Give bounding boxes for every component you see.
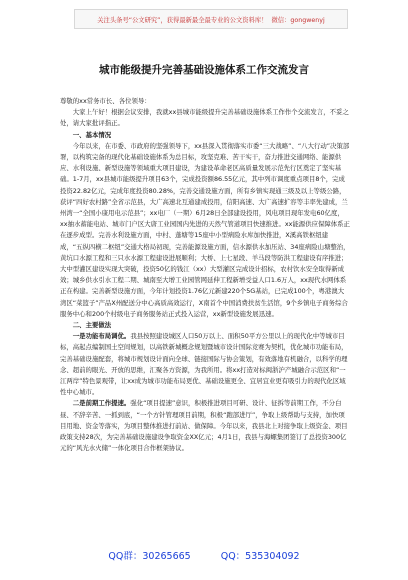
banner-wechat-link[interactable]: 微信：gongwenyj — [271, 16, 325, 24]
footer-qq: QQ：535304092 — [220, 551, 300, 562]
paragraph-early-work-text: 强化“项目提速”意识，积极推进项目可研、设计、征拆等前期工作，不分白昼、不辞辛苦、一抓到底，“一个方针管理项目前期，积极“跑部进厅”，争取上级帮助与支持，加快项目用地、资金等落实，为项目整体推进打前站、做保障。今年以来，我县北上对接争取上级资金、项目政策支持28次，为完善基础设施建设争取资金XX亿元；4月1日，我县与海螺集团签订了总投资300亿元的“风光水火储”一体化项目合作框架协议。 — [60, 399, 348, 453]
banner-text: 关注头条号“公文研究”，获得最新最全最专业的公文资料库！ — [97, 16, 268, 24]
section-heading-1: 一、基本情况 — [72, 130, 112, 139]
paragraph-intro: 大家上午好！根据会议安排，我就xx县城市能级提升完善基础设施体系工作作个交流发言，不妥之处，请大家批评指正。 — [60, 108, 349, 128]
document-body — [60, 96, 350, 455]
promo-banner[interactable] — [74, 9, 348, 29]
footer-contacts — [0, 548, 408, 562]
sub-heading-2: 二是前期工作提速。 — [72, 399, 131, 408]
paragraph-basic-situation: 今年以来，在市委、市政府的坚强领导下，xx县深入贯彻落实市委“三大战略”、“八大行动”决策部署，以构筑完备的现代化基础设施体系为总目标，攻坚克难、苦干实干，奋力推进交通网络、能源供应、水利设施、新型设施等领域重大项目建设，为建设革命老区高质量发展示范先行区奠定了坚实基础。1-7月，xx县城市能级提升项目63个，完成投资额86.55亿元，其中列市调度重点项目8个，完成投资22.82亿元，完成年度投资80.28%，完善交通设施方面，所有乡镇实现通三级及以上等级公路，获评“四好农村路”全省示范县，大广高速北互通建成投用，信阳高速、大广高速扩容等丰率先建成，兰州湾一“全国小康用电示范县”；xx电厂（一期）6月28日全部建设投用，风电项目现年发电60亿度，xx抽水蓄能电站、城市门户区大唐工业园国内先进的天然气管道项目快速推进。xx能源供应保障体系正在逐步成型。完善水利设施方面，中村、蓬塘等15座中小型病险水库加快推进，X溪高铁枢纽建成，“五纵四横二枢纽”交通大格局初现，完善能源设施方面，信水源供水加压站、34座病险山塘整治，黄坑口水源工程和三只水水源工程建设进展顺利；大桥、上七星段、羊马段等防洪工程建设有序推进；大中型灌区建设实现大突破，投资50亿的钱江（xx）大型灌区完成设计招标，农村饮水安全取得新成效；城乡供水引水工程二期、城南至大增工业园管网延伸工程新增受益人口1.6万人，xx现代水网体系正在构建。完善新型设施方面，今年计划投资1.76亿元新建220个5G基站，已完成100个，粤港澳大湾区“菜篮子”产品X州配送分中心高质高效运行，X南首个中国消费扶贫生活馆，9个乡镇电子商务综合服务中心和200个村级电子商务服务站正式投入运营，xx新型设施发展迅速。 — [60, 141, 350, 318]
section-heading-2: 二、主要做法 — [72, 321, 112, 330]
paragraph-layout-text: 我县按照建设城区人口50万以上、面积50平方公里以上的现代化中等城市目标，高起点编制国土空间规划，以高铁新城概念规划暨城市设计国际竞赛为契机，优化城市功能布局，完善基础设施配套，将城市规划设计面向全球、链接国际与协会策划，有效落地有机融合，以科学的理念、超前的眼光、开放的思维，汇聚各方资源，为我所用。将xx打造对标闽浙沪产城融合示范区和“一江两岸”特色景观带，让xx成为城市功能布局更优、基础设施更全、宜居宜业更有吸引力的现代化区域性中心城市。 — [60, 332, 348, 397]
paragraph-layout — [60, 331, 350, 398]
document-title: 城市能级提升完善基础设施体系工作交流发言 — [99, 64, 309, 76]
footer-qq-group: QQ群：30265665 — [108, 551, 191, 562]
paragraph-early-work — [60, 398, 350, 454]
greeting: 尊敬的xx常务市长、各位领导： — [60, 97, 151, 105]
sub-heading-1: 一是功能布局调优。 — [72, 332, 131, 341]
